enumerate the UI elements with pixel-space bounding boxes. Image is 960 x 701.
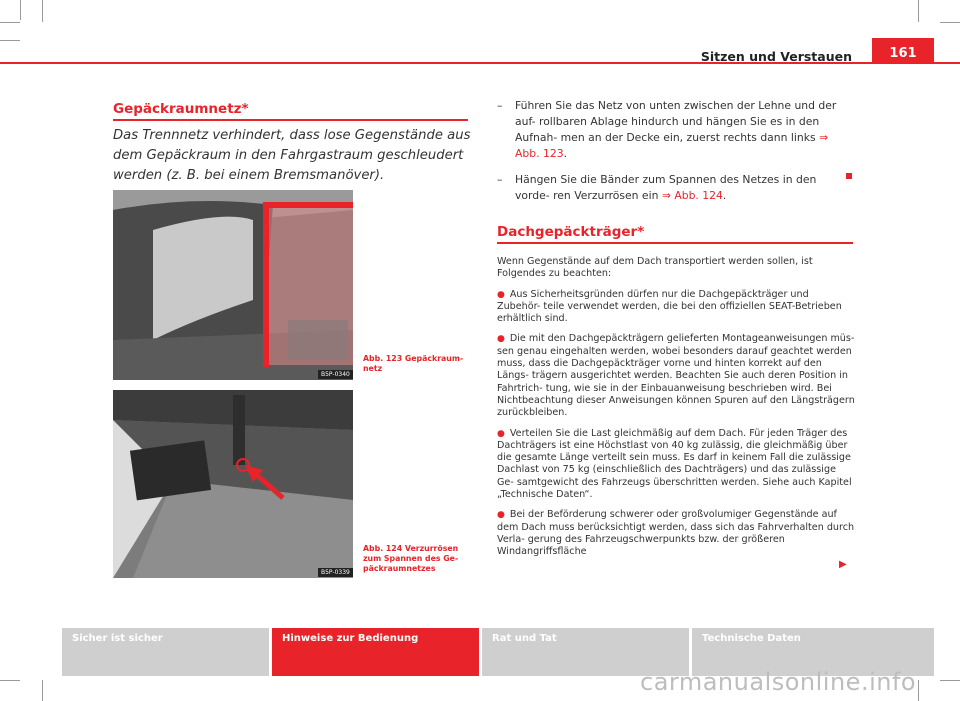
crop-mark: [918, 680, 919, 701]
instruction-steps: [497, 98, 853, 214]
footer-tab-label: Technische Daten: [702, 633, 801, 644]
caption-line: zum Spannen des Ge-: [363, 554, 459, 563]
caption-line: Abb. 124 Verzurrösen: [363, 544, 459, 553]
figure-code: B5P-0340: [318, 370, 353, 379]
step-dash: –: [497, 173, 503, 186]
figure-caption: [363, 544, 473, 574]
crop-mark: [918, 0, 919, 22]
figure-luggage-net: [113, 190, 353, 380]
lashing-eye-illustration: [113, 390, 353, 578]
bullet-icon: ●: [497, 334, 505, 345]
section-heading-luggage-net: Gepäckraumnetz*: [113, 101, 249, 117]
page-title: Sitzen und Verstauen: [700, 49, 852, 64]
roof-rack-body: [497, 256, 855, 567]
intro-text: Das Trennnetz verhindert, dass lose Gegenstände aus dem Gepäckraum in den Fahrgastraum geschleudert werden (z. B. bei einem Bremsmanöver).: [113, 128, 471, 183]
crop-mark: [940, 680, 960, 681]
crop-mark: [0, 40, 20, 41]
section-rule: [113, 119, 468, 121]
figure-link[interactable]: ⇒ Abb. 123: [515, 131, 829, 160]
crop-mark: [0, 680, 20, 681]
bullet-item: [497, 428, 855, 502]
crop-mark: [940, 22, 960, 23]
bullet-item: [497, 333, 855, 419]
watermark: carmanualsonline.info: [640, 668, 917, 696]
crop-mark: [42, 0, 43, 22]
footer-tab-label: Hinweise zur Bedienung: [282, 633, 419, 644]
crop-mark: [20, 0, 21, 20]
footer-tab-operation[interactable]: [272, 628, 479, 676]
luggage-net-illustration: [113, 190, 353, 380]
figure-caption: [363, 354, 473, 374]
bullet-text: Verteilen Sie die Last gleichmäßig auf dem Dach. Für jeden Träger des Dachträgers ist eine Höchstlast von 40 kg zulässig, die gleichmäßig über die gesamte Länge verteilt sein muss. Es darf in keinem Fall die zulässige Dachlast von 75 kg (einschließlich des Dachträgers) und das zulässige Ge- samtgewicht des Fahrzeugs überschritten werden. Siehe auch Kapitel „Technische Daten“.: [497, 427, 852, 501]
step-dash: –: [497, 99, 503, 112]
footer-tab-safety[interactable]: [62, 628, 269, 676]
crop-mark: [42, 680, 43, 701]
step-item: [497, 172, 853, 204]
bullet-item: [497, 289, 855, 326]
step-text: Hängen Sie die Bänder zum Spannen des Netzes in den vorde- ren Verzurrösen ein: [515, 173, 817, 202]
figure-code: B5P-0339: [318, 568, 353, 577]
step-end: .: [722, 189, 727, 202]
bullet-text: Die mit den Dachgepäckträgern gelieferten Montageanweisungen müs- sen genau eingehalten werden, wobei besonders darauf geachtet werden muss, dass die Dachgepäckträger vorne und hinten korrekt auf den Längs- trägern ausgerichtet werden. Beachten Sie auch deren Position in Fahrtrich- tung, wie sie in der Einbauanweisung beschrieben wird. Bei Nichtbeachtung dieser Anweisungen können Spuren auf den Längsträgern zurückbleiben.: [497, 333, 855, 419]
caption-line: netz: [363, 364, 383, 373]
section-heading-roof-rack: Dachgepäckträger*: [497, 224, 645, 240]
section-end-marker: [846, 173, 852, 179]
footer-tab-label: Rat und Tat: [492, 633, 557, 644]
step-item: [497, 98, 853, 162]
figure-lashing-eyes: [113, 390, 353, 578]
bullet-icon: ●: [497, 289, 505, 300]
bullet-icon: ●: [497, 428, 505, 439]
footer-tab-label: Sicher ist sicher: [72, 633, 163, 644]
caption-line: Abb. 123 Gepäckraum-: [363, 354, 464, 363]
figure-link[interactable]: ⇒ Abb. 124: [661, 189, 723, 202]
step-text: Führen Sie das Netz von unten zwischen der Lehne und der auf- rollbaren Ablage hindurch und hängen Sie es in den Aufnah- men an der Decke ein, zuerst rechts dann links: [515, 99, 837, 144]
continue-arrow-icon: ▶: [839, 559, 847, 570]
bullet-item: [497, 509, 855, 558]
section-rule: [497, 242, 853, 244]
lead-paragraph: Wenn Gegenstände auf dem Dach transportiert werden sollen, ist Folgendes zu beachten:: [497, 256, 813, 280]
caption-line: päckraumnetzes: [363, 564, 436, 573]
bullet-text: Aus Sicherheitsgründen dürfen nur die Dachgepäckträger und Zubehör- teile verwendet werden, die bei den offiziellen SEAT-Betrieben erhältlich sind.: [497, 288, 842, 325]
crop-mark: [0, 22, 20, 23]
step-end: .: [563, 147, 568, 160]
page-number: 161: [872, 38, 934, 64]
bullet-text: Bei der Beförderung schwerer oder großvolumiger Gegenstände auf dem Dach muss berücksichtigt werden, dass sich das Fahrverhalten durch Verla- gerung des Fahrzeugschwerpunkts bzw. der größeren Windangriffsfläche: [497, 509, 855, 558]
bullet-icon: ●: [497, 510, 505, 521]
